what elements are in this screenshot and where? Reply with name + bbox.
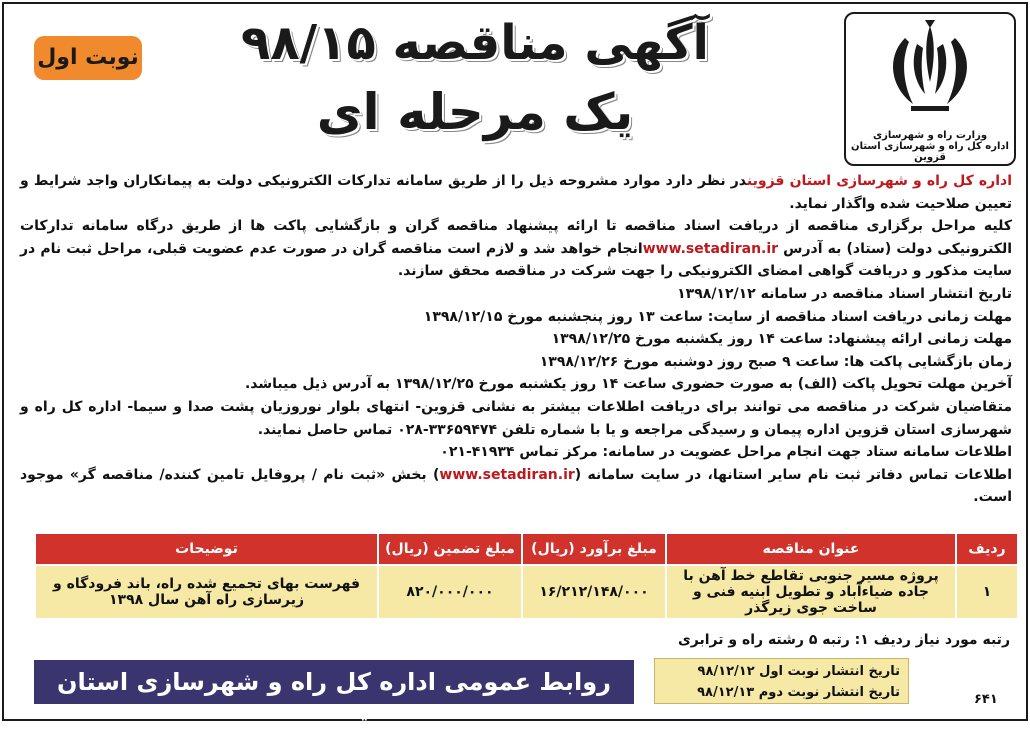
emblem-ministry-name: وزارت راه و شهرسازی	[872, 130, 988, 141]
notice-body	[20, 170, 1012, 509]
opening-time: زمان بازگشایی پاکت ها: ساعت ۹ صبح روز دوشنبه مورخ ۱۳۹۸/۱۲/۲۶	[539, 353, 1012, 370]
paragraph-intro	[20, 170, 1012, 215]
contact-address: متقاضیان شرکت در مناقصه می توانند برای دریافت اطلاعات بیشتر به نشانی قزوین- انتهای بلوار نوروزیان پشت صدا و سیما- اداره کل راه و شهرسازی استان قزوین اداره پیمان و رسیدگی مراجعه و یا با شماره تلفن ۳۳۶۵۹۴۷۴-۰۲۸ تماس حاصل نمایند.	[20, 398, 1012, 438]
first-publication-badge: نوبت اول	[34, 36, 142, 80]
publication-dates	[654, 658, 909, 704]
setad-url-link[interactable]: www.setadiran.ir	[642, 240, 779, 257]
required-grade: رتبه مورد نیاز ردیف ۱: رتبه ۵ رشته راه و ترابری	[677, 632, 1010, 648]
header-description: توضیحات	[35, 533, 378, 565]
first-publication-date: تاریخ انتشار نوبت اول ۹۸/۱۲/۱۲	[697, 664, 900, 679]
table-header-row	[35, 533, 1018, 565]
process-text-rest: انجام خواهد شد و لازم است مناقصه گران در صورت عدم عضویت قبلی، مراحل ثبت نام در سایت مذکور و دریافت گواهی امضای الکترونیکی را جهت شرکت در مناقصه محقق سازند.	[20, 240, 1012, 280]
ad-code: ۶۴۱	[974, 692, 998, 707]
tender-table	[34, 532, 1019, 620]
publish-date: تاریخ انتشار اسناد مناقصه در سامانه ۱۳۹۸/۱۲/۱۲	[677, 285, 1012, 302]
emblem-department-name: اداره کل راه و شهرسازی استان قزوین	[851, 141, 1009, 163]
header-estimate: مبلغ برآورد (ریال)	[522, 533, 666, 565]
registration-text-b: ) بخش «ثبت نام / پروفایل تامین کننده/ مناقصه گر» موجود است.	[20, 466, 1012, 506]
cell-row-number: ۱	[956, 565, 1018, 619]
document-deadline: مهلت زمانی دریافت اسناد مناقصه از سایت: ساعت ۱۳ روز پنجشنبه مورخ ۱۳۹۸/۱۲/۱۵	[423, 308, 1012, 325]
second-publication-date: تاریخ انتشار نوبت دوم ۹۸/۱۲/۱۳	[697, 685, 900, 700]
header-row-number: ردیف	[956, 533, 1018, 565]
setad-url-link-2[interactable]: www.setadiran.ir	[439, 466, 575, 483]
cell-estimate: ۱۶/۲۱۲/۱۴۸/۰۰۰	[522, 565, 666, 619]
proposal-deadline: مهلت زمانی ارائه پیشنهاد: ساعت ۱۴ روز یکشنبه مورخ ۱۳۹۸/۱۲/۲۵	[551, 331, 1012, 348]
ministry-emblem	[844, 12, 1016, 166]
iran-emblem-icon	[875, 20, 985, 124]
header-tender-title: عنوان مناقصه	[666, 533, 956, 565]
organization-name: اداره کل راه و شهرسازی استان قزوین	[746, 173, 1013, 189]
cell-description: فهرست بهای تجمیع شده راه، باند فرودگاه و زیرسازی راه آهن سال ۱۳۹۸	[35, 565, 378, 619]
cell-tender-title: پروژه مسیر جنوبی تقاطع خط آهن با جاده ضیاءآباد و تطویل ابنیه فنی و ساخت جوی زیرگذر	[666, 565, 956, 619]
public-relations-banner: روابط عمومی اداره کل راه و شهرسازی استان قزوین	[34, 660, 634, 704]
setad-call-center: اطلاعات سامانه ستاد جهت انجام مراحل عضویت در سامانه: مرکز تماس ۴۱۹۳۴-۰۲۱	[440, 444, 1012, 461]
table-row	[35, 565, 1018, 619]
tender-notice	[2, 2, 1028, 740]
title-line-2: یک مرحله ای	[316, 83, 634, 141]
notice-title	[114, 10, 836, 148]
paragraph-process	[20, 215, 1012, 283]
intro-text: در نظر دارد موارد مشروحه ذیل را از طریق سامانه تدارکات الکترونیکی دولت به پیمانکاران واجد شرایط و تعیین صلاحیت شده واگذار نماید.	[20, 173, 1012, 212]
process-text: کلیه مراحل برگزاری مناقصه از دریافت اسناد مناقصه تا ارائه پیشنهاد مناقصه گران و بازگشایی پاکت ها از طریق درگاه سامانه تدارکات الکترونیکی دولت (ستاد) به آدرس	[20, 218, 1012, 257]
header-guarantee: مبلغ تضمین (ریال)	[378, 533, 522, 565]
title-line-1: آگهی مناقصه ۹۸/۱۵	[241, 15, 709, 71]
envelope-deadline: آخرین مهلت تحویل پاکت (الف) به صورت حضوری ساعت ۱۴ روز یکشنبه مورخ ۱۳۹۸/۱۲/۲۵ به آدرس ذیل میباشد.	[244, 376, 1012, 393]
registration-offices	[20, 464, 1012, 509]
cell-guarantee: ۸۲۰/۰۰۰/۰۰۰	[378, 565, 522, 619]
registration-text-a: اطلاعات تماس دفاتر ثبت نام سایر استانها، در سایت سامانه (	[574, 466, 1012, 483]
